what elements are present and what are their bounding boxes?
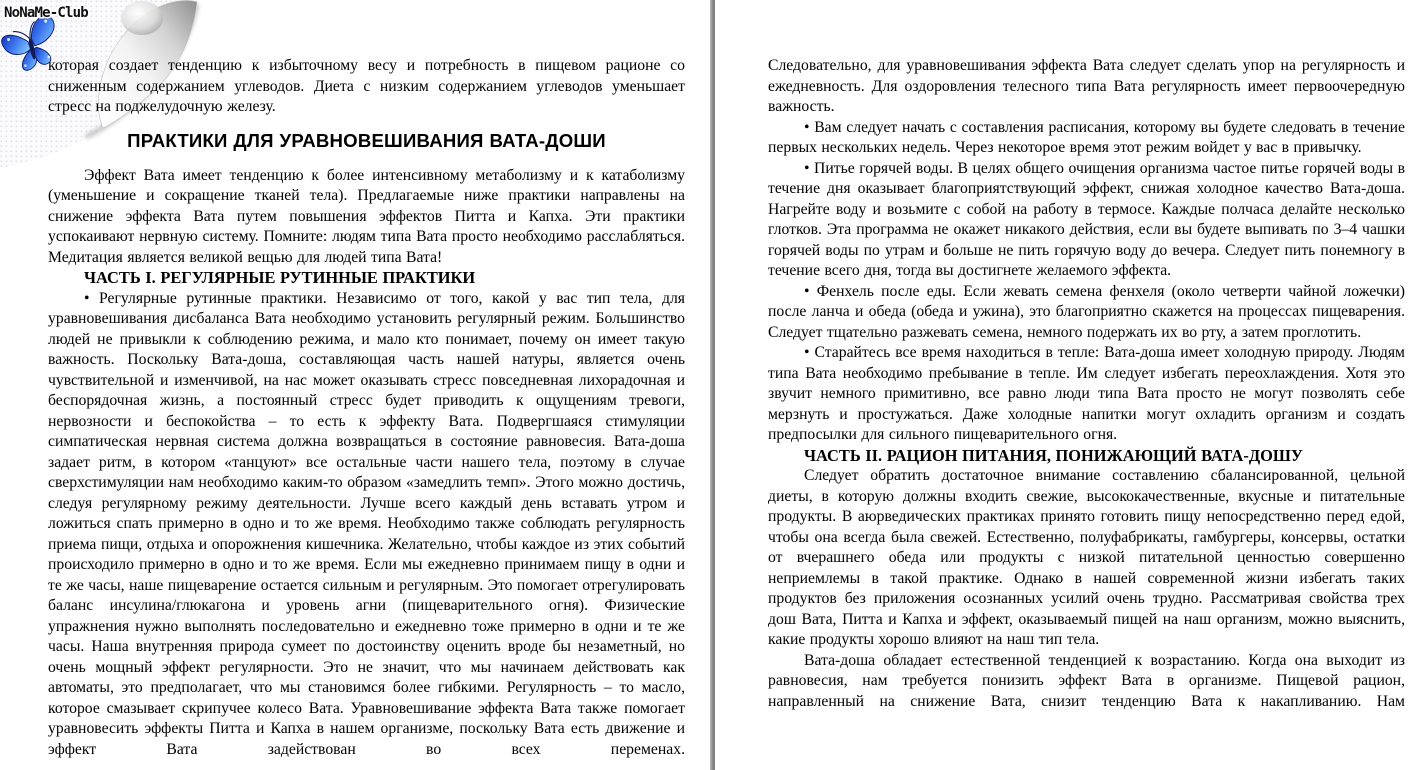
site-logo-text: NoNaMe-Club [4, 5, 88, 21]
paragraph-vata-tendency: Вата-доша обладает естественной тенденцией к возрастанию. Когда она выходит из равновесия, нам требуется понизить эффект Вата в организме. Пищевой рацион, направленный на снижение Вата, снизит тенденцию Вата к накапливанию. Нам [768, 651, 1405, 710]
paragraph-stay-warm: • Старайтесь все время находиться в тепле: Вата-доша имеет холодную природу. Людям типа Вата необходимо пребывание в тепле. Им следует избегать переохлаждения. Хотя это звучит немного примитивно, все равно люди типа Вата просто не могут позволять себе мерзнуть и простужаться. Даже холодные напитки могут охладить организм и создать предпосылки для сильного пищеварительного огня. [768, 344, 1405, 443]
paragraph-regularity: Следовательно, для уравновешивания эффекта Вата следует сделать упор на регулярность и ежедневность. Для оздоровления телесного типа Вата регулярность имеет первоочередную важность. [768, 57, 1405, 115]
page-divider [710, 0, 715, 770]
paragraph-carbs-diet: которая создает тенденцию к избыточному весу и потребность в пищевом рационе со сниженным содержанием углеводов. Диета с низким содержанием углеводов уменьшает стресс на поджелудочную железу. [48, 57, 685, 115]
part-heading-1: ЧАСТЬ I. РЕГУЛЯРНЫЕ РУТИННЫЕ ПРАКТИКИ [84, 268, 476, 287]
paragraph-hot-water: • Питье горячей воды. В целях общего очищения организма частое питье горячей воды в течение дня оказывает благоприятствующий эффект, снижая холодное качество Вата-доша. Нагрейте воду и возьмите с собой на работу в термосе. Каждые полчаса делайте несколько глотков. Эта программа не окажет никакого действия, если вы будете выпивать по 3–4 чашки горячей воды по утрам и больше не пить горячую воду до вечера. Следует пить понемногу в течение всего дня, тогда вы достигнете желаемого эффекта. [768, 159, 1405, 279]
chapter-heading-vata-practices: ПРАКТИКИ ДЛЯ УРАВНОВЕШИВАНИЯ ВАТА-ДОШИ [127, 129, 606, 151]
page-curl-roll [121, 1, 163, 35]
paragraph-diet: Следует обратить достаточное внимание составлению сбалансированной, цельной диеты, в которую должны входить свежие, высококачественные, вкусные и питательные продукты. В аюрведических практиках принято готовить пищу непосредственно перед едой, чтобы она всегда была свежей. Естественно, полуфабрикаты, гамбургеры, консервы, остатки от вчерашнего обеда или продукты с низкой питательной ценностью совершенно неприемлемы в такой практике. Однако в нашей современной жизни избегать таких продуктов без приложения осознанных усилий очень трудно. Рассматривая свойства трех дош Вата, Питта и Капха и эффект, оказываемый пищей на наш организм, можно выяснить, какие продукты хорошо влияют на наш тип тела. [768, 467, 1405, 648]
part-heading-2: ЧАСТЬ II. РАЦИОН ПИТАНИЯ, ПОНИЖАЮЩИЙ ВАТА-ДОШУ [804, 445, 1303, 465]
left-page [48, 56, 685, 760]
right-page [768, 56, 1405, 712]
paragraph-schedule: • Вам следует начать с составления расписания, которому вы будете следовать в течение первых нескольких недель. Через некоторое время этот режим войдет у вас в привычку. [768, 118, 1405, 156]
paragraph-fennel: • Фенхель после еды. Если жевать семена фенхеля (около четверти чайной ложечки) после ланча и обеда (обеда и ужина), это благоприятно скажется на процессах пищеварения. Следует тщательно разжевать семена, немного подержать их во рту, а затем проглотить. [768, 282, 1405, 341]
paragraph-regular-routines: • Регулярные рутинные практики. Независимо от того, какой у вас тип тела, для уравновешивания дисбаланса Вата необходимо установить регулярный режим. Большинство людей не привыкли к соблюдению режима, и мало кто понимает, почему он имеет такую важность. Поскольку Вата-доша, составляющая часть нашей натуры, является очень чувствительной и изменчивой, на нас может оказывать стресс повседневная лихорадочная и беспорядочная жизнь, а постоянный стресс будет приводить к ощущениям тревоги, нервозности и беспокойства – то есть к эффекту Вата. Подвергшаяся стимуляции симпатическая нервная система должна возвращаться в состояние равновесия. Вата-доша задает ритм, в котором «танцуют» все остальные части нашего тела, поэтому в случае сверхстимуляции нам необходимо каким-то образом «замедлить темп». Этого можно достичь, следуя регулярному режиму деятельности. Лучше всего каждый день вставать утром и ложиться спать примерно в одно и то же время. Необходимо также соблюдать регулярность приема пищи, отдыха и опорожнения кишечника. Желательно, чтобы каждое из этих событий происходило примерно в одно и то же время. Если мы ежедневно принимаем пищу в одни и те же часы, наше пищеварение остается сильным и регулярным. Это помогает отрегулировать баланс инсулина/глюкагона и уровень агни (пищеварительного огня). Физические упражнения нужно выполнять последовательно и ежедневно тоже примерно в одни и те же часы. Наша внутренняя природа сумеет по достоинству оценить вроде бы незаметный, но очень мощный эффект регулярности. Это не значит, что мы начинаем действовать как автоматы, это предполагает, что мы становимся более гибкими. Регулярность – то масло, которое смазывает скрипучее колесо Вата. Уравновешивание эффекта Вата также помогает уравновесить эффекты Питта и Капха в нашем организме, поскольку Вата есть движение и эффект Вата задействован во всех переменах. [48, 289, 685, 758]
paragraph-vata-effect: Эффект Вата имеет тенденцию к более интенсивному метаболизму и к катаболизму (уменьшение и сокращение тканей тела). Предлагаемые ниже практики направлены на снижение эффекта Вата путем повышения эффектов Питта и Капха. Эти практики успокаивают нервную систему. Помните: людям типа Вата просто необходимо расслабляться. Медитация является великой вещью для людей типа Вата! [48, 166, 685, 266]
